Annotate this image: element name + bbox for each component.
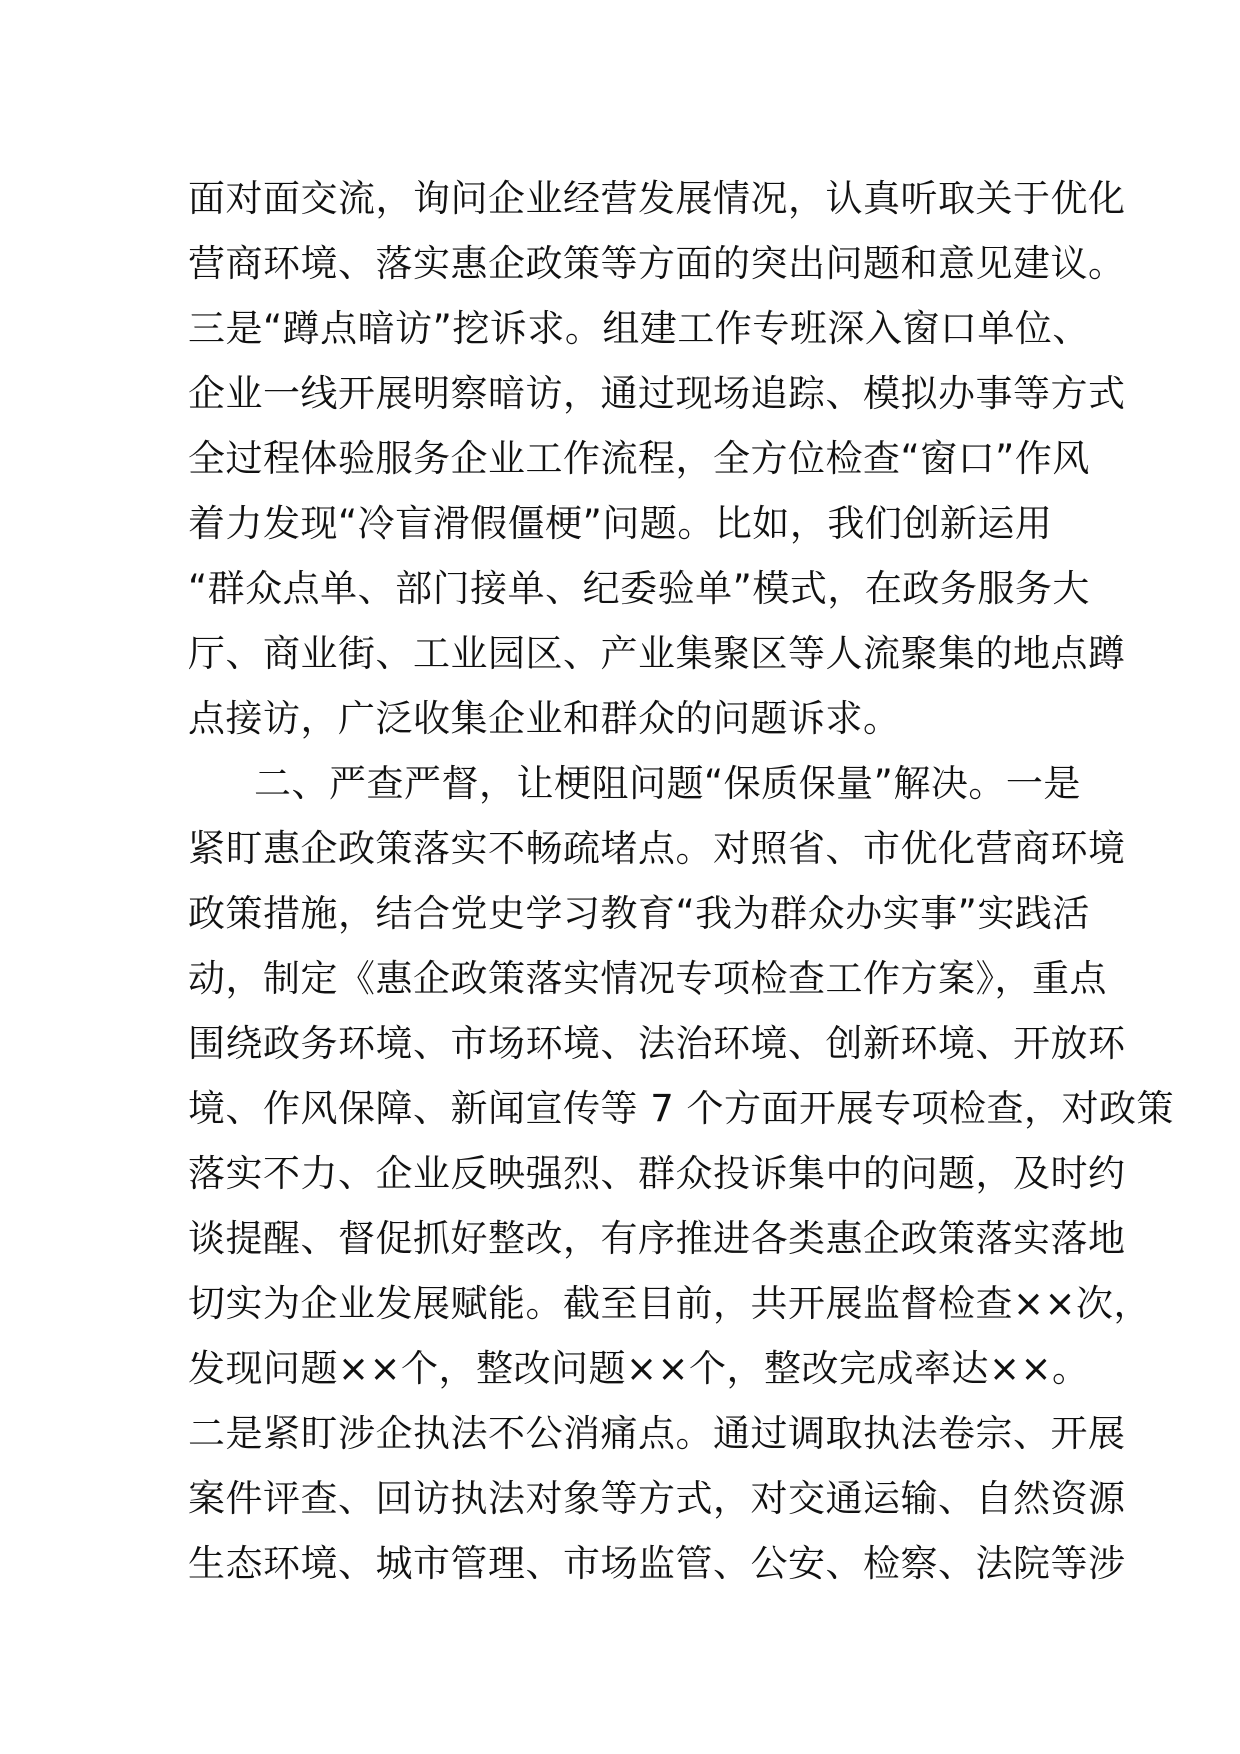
text-line: 切实为企业发展赋能。截至目前，共开展监督检查××次，: [188, 1282, 1152, 1325]
text-line: 二是紧盯涉企执法不公消痛点。通过调取执法卷宗、开展: [188, 1412, 1126, 1455]
text-line: 发现问题××个，整改问题××个，整改完成率达××。: [188, 1347, 1090, 1390]
text-line: 谈提醒、督促抓好整改，有序推进各类惠企政策落实落地: [188, 1217, 1126, 1260]
text-line: 落实不力、企业反映强烈、群众投诉集中的问题，及时约: [188, 1152, 1126, 1195]
text-line: 围绕政务环境、市场环境、法治环境、创新环境、开放环: [188, 1022, 1126, 1065]
text-line: 点接访，广泛收集企业和群众的问题诉求。: [188, 697, 901, 740]
text-line: 三是“蹲点暗访”挖诉求。组建工作专班深入窗口单位、: [188, 307, 1090, 350]
text-line: 境、作风保障、新闻宣传等 7 个方面开展专项检查，对政策: [188, 1087, 1175, 1130]
text-line: 全过程体验服务企业工作流程，全方位检查“窗口”作风: [188, 437, 1090, 480]
text-line: 厅、商业街、工业园区、产业集聚区等人流聚集的地点蹲: [188, 632, 1126, 675]
text-line: 案件评查、回访执法对象等方式，对交通运输、自然资源: [188, 1477, 1126, 1520]
text-line: “群众点单、部门接单、纪委验单”模式，在政务服务大: [188, 567, 1090, 610]
text-line: 生态环境、城市管理、市场监管、公安、检察、法院等涉: [188, 1542, 1126, 1585]
text-line: 紧盯惠企政策落实不畅疏堵点。对照省、市优化营商环境: [188, 827, 1126, 870]
section-heading-line: 二、严查严督，让梗阻问题“保质保量”解决。一是: [254, 762, 1081, 805]
text-line: 动，制定《惠企政策落实情况专项检查工作方案》，重点: [188, 957, 1107, 1000]
text-line: 营商环境、落实惠企政策等方面的突出问题和意见建议。: [188, 242, 1126, 285]
text-line: 面对面交流，询问企业经营发展情况，认真听取关于优化: [188, 177, 1126, 220]
text-line: 着力发现“冷盲滑假僵梗”问题。比如，我们创新运用: [188, 502, 1053, 545]
body-text: [188, 166, 1175, 1596]
text-line: 政策措施，结合党史学习教育“我为群众办实事”实践活: [188, 892, 1090, 935]
text-line: 企业一线开展明察暗访，通过现场追踪、模拟办事等方式: [188, 372, 1126, 415]
